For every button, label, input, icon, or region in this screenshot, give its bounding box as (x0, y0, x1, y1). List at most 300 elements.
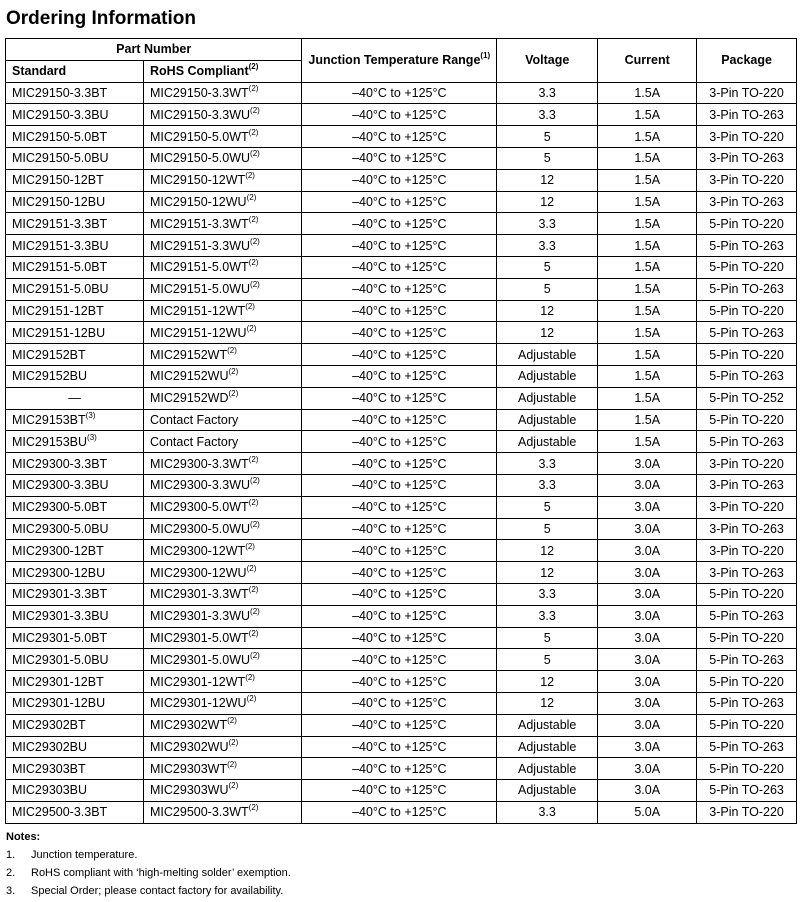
package-cell (697, 147, 797, 169)
rohs-part-cell-text: MIC29152WU (150, 369, 229, 384)
temp-range-cell (302, 82, 497, 104)
package-cell-text: 5-Pin TO-263 (709, 783, 784, 798)
temp-range-cell (302, 213, 497, 235)
temp-range-cell-text: –40°C to +125°C (352, 347, 447, 362)
rohs-part-cell (144, 126, 302, 148)
current-cell-text: 3.0A (634, 521, 661, 536)
temp-range-cell (302, 322, 497, 344)
temp-range-cell (302, 692, 497, 714)
voltage-cell-text: 12 (540, 674, 555, 689)
standard-part-cell-text: MIC29300-3.3BT (12, 456, 108, 471)
current-cell-text: 3.0A (634, 696, 661, 711)
package-cell-text: 3-Pin TO-263 (709, 107, 784, 122)
temp-range-cell-text: –40°C to +125°C (352, 761, 447, 776)
rohs-part-cell-text: MIC29300-12WT (150, 543, 246, 558)
standard-part-cell (6, 453, 144, 475)
standard-part-cell (6, 518, 144, 540)
footnote-ref: (2) (245, 171, 255, 181)
temp-range-cell-text: –40°C to +125°C (352, 609, 447, 624)
standard-part-cell-text: MIC29153BU (12, 434, 88, 449)
voltage-cell (497, 235, 598, 257)
voltage-cell-text: Adjustable (518, 434, 577, 449)
table-row (6, 627, 797, 649)
package-cell (697, 104, 797, 126)
voltage-cell-text: 12 (540, 696, 555, 711)
current-cell (598, 518, 697, 540)
rohs-part-cell-text: MIC29151-12WT (150, 303, 246, 318)
rohs-part-cell (144, 104, 302, 126)
standard-part-cell (6, 801, 144, 823)
temp-range-cell-text: –40°C to +125°C (352, 238, 447, 253)
voltage-cell (497, 126, 598, 148)
temp-range-cell-text: –40°C to +125°C (352, 194, 447, 209)
package-cell-text: 5-Pin TO-220 (709, 761, 784, 776)
current-cell-text: 3.0A (634, 478, 661, 493)
rohs-part-cell (144, 147, 302, 169)
standard-part-cell (6, 256, 144, 278)
package-cell-text: 3-Pin TO-220 (709, 500, 784, 515)
voltage-cell-text: 3.3 (538, 85, 556, 100)
temp-range-cell (302, 736, 497, 758)
note-number: 2. (6, 867, 16, 879)
table-row (6, 322, 797, 344)
table-row (6, 409, 797, 431)
current-cell (598, 365, 697, 387)
temp-range-cell-text: –40°C to +125°C (352, 391, 447, 406)
current-cell-text: 1.5A (634, 129, 661, 144)
temp-range-cell-text: –40°C to +125°C (352, 565, 447, 580)
table-row (6, 104, 797, 126)
footnote-ref: (2) (227, 716, 237, 726)
rohs-part-cell-text: MIC29151-3.3WU (150, 238, 251, 253)
package-cell-text: 5-Pin TO-220 (709, 303, 784, 318)
table-row (6, 714, 797, 736)
package-cell (697, 714, 797, 736)
rohs-part-cell (144, 671, 302, 693)
package-cell (697, 671, 797, 693)
package-cell (697, 758, 797, 780)
temp-range-cell-text: –40°C to +125°C (352, 674, 447, 689)
temp-range-cell-text: –40°C to +125°C (352, 129, 447, 144)
voltage-cell (497, 256, 598, 278)
current-cell-text: 1.5A (634, 216, 661, 231)
rohs-part-cell-text: MIC29151-5.0WU (150, 282, 251, 297)
voltage-cell (497, 518, 598, 540)
standard-part-cell (6, 409, 144, 431)
voltage-cell (497, 365, 598, 387)
current-cell-text: 1.5A (634, 391, 661, 406)
footnote-ref: (2) (228, 367, 239, 377)
standard-part-cell-text: MIC29301-12BU (12, 696, 106, 711)
current-cell (598, 235, 697, 257)
standard-part-cell (6, 605, 144, 627)
current-cell-text: 5.0A (634, 805, 661, 820)
current-cell-text: 1.5A (634, 107, 661, 122)
note-number: 3. (6, 885, 16, 897)
table-row (6, 540, 797, 562)
current-cell-text: 3.0A (634, 565, 661, 580)
current-cell (598, 322, 697, 344)
current-cell (598, 496, 697, 518)
package-cell-text: 3-Pin TO-220 (709, 456, 784, 471)
current-cell (598, 300, 697, 322)
footnote-ref: (2) (245, 541, 255, 551)
voltage-cell (497, 278, 598, 300)
temp-range-cell (302, 714, 497, 736)
rohs-part-cell-text: MIC29150-3.3WT (150, 85, 249, 100)
temp-range-cell-text: –40°C to +125°C (352, 587, 447, 602)
temp-range-cell-text: –40°C to +125°C (352, 500, 447, 515)
current-cell (598, 344, 697, 366)
table-row (6, 256, 797, 278)
standard-part-cell (6, 736, 144, 758)
voltage-cell (497, 300, 598, 322)
notes (6, 828, 291, 900)
temp-range-cell-text: –40°C to +125°C (352, 85, 447, 100)
current-cell (598, 736, 697, 758)
note-number: 1. (6, 849, 16, 861)
temp-range-cell-text: –40°C to +125°C (352, 325, 447, 340)
voltage-cell-text: 12 (540, 543, 555, 558)
standard-part-cell-text: MIC29151-5.0BU (12, 282, 109, 297)
temp-range-cell (302, 278, 497, 300)
temp-range-cell (302, 605, 497, 627)
current-cell (598, 169, 697, 191)
rohs-header-label: RoHS Compliant (150, 64, 249, 79)
rohs-part-cell-text: MIC29300-5.0WU (150, 521, 251, 536)
temp-range-cell-text: –40°C to +125°C (352, 739, 447, 754)
standard-part-cell (6, 649, 144, 671)
temp-range-cell (302, 649, 497, 671)
package-cell (697, 387, 797, 409)
package-cell-text: 3-Pin TO-263 (709, 194, 784, 209)
standard-part-cell (6, 431, 144, 453)
footnote-ref: (2) (250, 105, 260, 115)
current-cell-text: 1.5A (634, 303, 661, 318)
rohs-part-cell (144, 191, 302, 213)
temp-range-cell (302, 365, 497, 387)
table-row (6, 235, 797, 257)
current-cell (598, 758, 697, 780)
package-cell (697, 692, 797, 714)
standard-part-cell-text: MIC29151-3.3BT (12, 216, 108, 231)
table-row (6, 278, 797, 300)
rohs-header-note: (2) (248, 62, 259, 72)
temp-range-cell-text: –40°C to +125°C (352, 783, 447, 798)
footnote-ref: (2) (227, 759, 237, 769)
standard-part-cell-text: MIC29150-5.0BU (12, 151, 109, 166)
rohs-part-cell-text: MIC29150-3.3WU (150, 107, 251, 122)
current-cell (598, 562, 697, 584)
standard-part-cell-text: MIC29300-3.3BU (12, 478, 109, 493)
package-cell-text: 3-Pin TO-263 (709, 565, 784, 580)
rohs-part-cell (144, 562, 302, 584)
rohs-part-cell (144, 213, 302, 235)
package-cell-text: 3-Pin TO-263 (709, 478, 784, 493)
footnote-ref: (2) (246, 323, 257, 333)
footnote-ref: (2) (248, 83, 259, 93)
table-row (6, 300, 797, 322)
voltage-cell-text: Adjustable (518, 739, 577, 754)
standard-part-cell (6, 474, 144, 496)
package-cell (697, 736, 797, 758)
table-row (6, 496, 797, 518)
standard-part-cell (6, 780, 144, 802)
temp-range-cell (302, 801, 497, 823)
current-cell-text: 3.0A (634, 674, 661, 689)
rohs-part-cell (144, 692, 302, 714)
current-cell (598, 540, 697, 562)
rohs-part-cell-text: MIC29301-12WU (150, 696, 247, 711)
standard-part-cell (6, 692, 144, 714)
current-cell-text: 1.5A (634, 194, 661, 209)
voltage-cell-text: 5 (543, 500, 551, 515)
temp-range-cell-text: –40°C to +125°C (352, 805, 447, 820)
table-row (6, 147, 797, 169)
current-cell-text: 1.5A (634, 238, 661, 253)
temp-range-cell-text: –40°C to +125°C (352, 282, 447, 297)
package-cell-text: 3-Pin TO-220 (709, 129, 784, 144)
voltage-cell (497, 474, 598, 496)
rohs-part-cell (144, 780, 302, 802)
table-row (6, 474, 797, 496)
standard-part-cell-text: MIC29150-3.3BU (12, 107, 109, 122)
temp-range-cell (302, 518, 497, 540)
voltage-cell-text: 3.3 (538, 216, 556, 231)
package-cell (697, 474, 797, 496)
current-cell-text: 3.0A (634, 543, 661, 558)
footnote-ref: (3) (85, 410, 96, 420)
temp-range-cell (302, 431, 497, 453)
temp-range-cell (302, 780, 497, 802)
rohs-part-cell-text: MIC29151-12WU (150, 325, 247, 340)
voltage-cell-text: Adjustable (518, 412, 577, 427)
current-cell (598, 104, 697, 126)
package-cell (697, 605, 797, 627)
package-cell-text: 5-Pin TO-263 (709, 325, 784, 340)
package-cell (697, 235, 797, 257)
temp-range-cell-text: –40°C to +125°C (352, 151, 447, 166)
temp-range-cell-text: –40°C to +125°C (352, 216, 447, 231)
voltage-cell (497, 344, 598, 366)
standard-part-cell (6, 278, 144, 300)
voltage-cell-text: 5 (543, 260, 551, 275)
package-cell (697, 496, 797, 518)
footnote-ref: (2) (250, 280, 260, 290)
standard-part-cell-text: MIC29300-12BU (12, 565, 106, 580)
voltage-cell-text: Adjustable (518, 718, 577, 733)
temp-range-cell-text: –40°C to +125°C (352, 434, 447, 449)
standard-part-cell-text: MIC29301-3.3BT (12, 587, 108, 602)
current-header: Current (598, 39, 697, 83)
standard-part-cell-text: MIC29151-12BU (12, 325, 106, 340)
rohs-part-cell (144, 649, 302, 671)
standard-part-cell-text: MIC29150-12BU (12, 194, 106, 209)
rohs-part-cell (144, 235, 302, 257)
temp-range-cell-text: –40°C to +125°C (352, 652, 447, 667)
current-cell (598, 714, 697, 736)
package-cell (697, 344, 797, 366)
current-cell-text: 3.0A (634, 783, 661, 798)
standard-part-cell (6, 583, 144, 605)
footnote-ref: (2) (245, 301, 255, 311)
package-cell (697, 322, 797, 344)
rohs-part-cell (144, 82, 302, 104)
standard-part-cell-text: MIC29150-3.3BT (12, 85, 108, 100)
voltage-cell (497, 104, 598, 126)
current-cell-text: 1.5A (634, 151, 661, 166)
package-cell-text: 5-Pin TO-220 (709, 347, 784, 362)
current-cell (598, 671, 697, 693)
rohs-part-cell (144, 322, 302, 344)
temp-range-cell (302, 387, 497, 409)
rohs-part-cell-text: MIC29301-12WT (150, 674, 246, 689)
voltage-cell (497, 453, 598, 475)
package-cell-text: 5-Pin TO-220 (709, 674, 784, 689)
standard-part-cell-text: — (68, 391, 81, 406)
current-cell (598, 82, 697, 104)
footnote-ref: (2) (248, 127, 259, 137)
current-cell (598, 780, 697, 802)
package-cell (697, 82, 797, 104)
temp-range-cell (302, 126, 497, 148)
temp-range-cell-text: –40°C to +125°C (352, 696, 447, 711)
rohs-part-cell (144, 801, 302, 823)
rohs-part-cell-text: MIC29300-12WU (150, 565, 247, 580)
temp-range-cell-text: –40°C to +125°C (352, 543, 447, 558)
voltage-cell-text: 3.3 (538, 456, 556, 471)
standard-part-cell-text: MIC29303BT (12, 761, 86, 776)
current-cell-text: 3.0A (634, 587, 661, 602)
rohs-part-cell-text: MIC29300-5.0WT (150, 500, 249, 515)
temp-range-cell (302, 474, 497, 496)
temp-range-cell-text: –40°C to +125°C (352, 630, 447, 645)
rohs-part-cell-text: MIC29301-5.0WT (150, 630, 249, 645)
package-cell (697, 213, 797, 235)
voltage-cell-text: 12 (540, 565, 555, 580)
package-cell-text: 5-Pin TO-263 (709, 739, 784, 754)
standard-header: Standard (6, 60, 144, 82)
note-text: RoHS compliant with ‘high-melting solder’ exemption. (31, 867, 291, 879)
footnote-ref: (2) (228, 781, 239, 791)
voltage-cell-text: 3.3 (538, 238, 556, 253)
footnote-ref: (2) (250, 149, 260, 159)
temp-range-cell (302, 758, 497, 780)
table-row (6, 518, 797, 540)
current-cell-text: 3.0A (634, 630, 661, 645)
package-cell (697, 365, 797, 387)
rohs-header (144, 60, 302, 82)
standard-part-cell-text: MIC29500-3.3BT (12, 805, 108, 820)
current-cell (598, 453, 697, 475)
voltage-cell-text: Adjustable (518, 369, 577, 384)
standard-part-cell-text: MIC29300-5.0BT (12, 500, 108, 515)
voltage-cell (497, 801, 598, 823)
table-row (6, 801, 797, 823)
current-cell (598, 692, 697, 714)
package-cell-text: 3-Pin TO-220 (709, 543, 784, 558)
standard-part-cell (6, 344, 144, 366)
current-cell (598, 649, 697, 671)
voltage-cell (497, 431, 598, 453)
temp-range-cell-text: –40°C to +125°C (352, 107, 447, 122)
temp-range-cell (302, 169, 497, 191)
standard-part-cell (6, 387, 144, 409)
voltage-cell (497, 147, 598, 169)
package-cell-text: 5-Pin TO-263 (709, 652, 784, 667)
table-row (6, 605, 797, 627)
rohs-part-cell (144, 453, 302, 475)
temp-range-cell (302, 540, 497, 562)
footnote-ref: (2) (228, 737, 239, 747)
footnote-ref: (2) (250, 650, 260, 660)
voltage-cell (497, 191, 598, 213)
package-cell (697, 801, 797, 823)
current-cell-text: 3.0A (634, 652, 661, 667)
rohs-part-cell (144, 344, 302, 366)
rohs-part-cell (144, 518, 302, 540)
voltage-cell (497, 627, 598, 649)
rohs-part-cell (144, 714, 302, 736)
rohs-part-cell-text: MIC29302WT (150, 718, 228, 733)
rohs-part-cell (144, 736, 302, 758)
temp-range-cell (302, 256, 497, 278)
standard-part-cell (6, 540, 144, 562)
standard-part-cell (6, 562, 144, 584)
rohs-part-cell (144, 758, 302, 780)
footnote-ref: (2) (227, 345, 237, 355)
rohs-part-cell-text: MIC29150-12WU (150, 194, 247, 209)
table-row (6, 583, 797, 605)
temp-range-cell-text: –40°C to +125°C (352, 521, 447, 536)
standard-part-cell (6, 671, 144, 693)
page-title: Ordering Information (6, 8, 196, 29)
standard-part-cell (6, 758, 144, 780)
package-cell-text: 5-Pin TO-220 (709, 260, 784, 275)
current-cell-text: 3.0A (634, 718, 661, 733)
voltage-cell-text: 12 (540, 325, 555, 340)
package-cell (697, 169, 797, 191)
rohs-part-cell (144, 474, 302, 496)
voltage-cell (497, 496, 598, 518)
table-row (6, 126, 797, 148)
current-cell (598, 191, 697, 213)
package-cell-text: 3-Pin TO-220 (709, 85, 784, 100)
temp-range-cell (302, 671, 497, 693)
footnote-ref: (2) (248, 498, 259, 508)
voltage-cell-text: 5 (543, 521, 551, 536)
voltage-cell-text: 3.3 (538, 107, 556, 122)
rohs-part-cell-text: MIC29302WU (150, 739, 229, 754)
table-row (6, 562, 797, 584)
standard-part-cell-text: MIC29151-12BT (12, 303, 104, 318)
note-text: Junction temperature. (31, 849, 138, 861)
package-cell (697, 453, 797, 475)
rohs-part-cell-text: MIC29151-5.0WT (150, 260, 249, 275)
standard-part-cell-text: MIC29301-12BT (12, 674, 104, 689)
standard-part-cell-text: MIC29300-5.0BU (12, 521, 109, 536)
current-cell-text: 1.5A (634, 282, 661, 297)
voltage-cell (497, 409, 598, 431)
table-row (6, 387, 797, 409)
standard-part-cell (6, 714, 144, 736)
table-row (6, 431, 797, 453)
current-cell-text: 1.5A (634, 260, 661, 275)
standard-part-cell (6, 82, 144, 104)
standard-part-cell (6, 627, 144, 649)
current-cell (598, 213, 697, 235)
table-row (6, 191, 797, 213)
